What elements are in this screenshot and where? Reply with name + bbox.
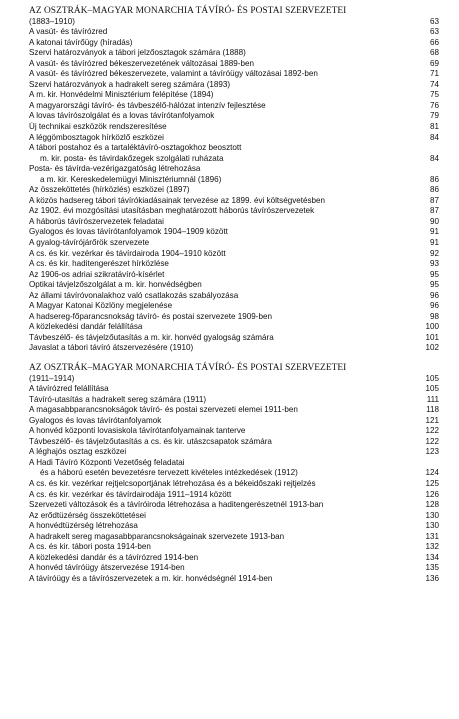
toc-entry-title: A magyarországi távíró- és távbeszélő-hálózat intenzív fejlesztése	[29, 100, 266, 110]
toc-entry	[29, 343, 439, 354]
toc-entry	[29, 511, 439, 522]
toc-entry-title: és a háború esetén bevezetésre tervezett kivételes intézkedések (1912)	[40, 468, 298, 478]
toc-entry	[29, 196, 439, 207]
toc-entry-title: Az 1902. évi mozgósítási utasításban meghatározott háborús távírószervezetek	[29, 206, 315, 216]
toc-entry-page-number: 91	[429, 237, 439, 247]
toc-entry-page-number: 90	[429, 216, 439, 226]
toc-entry-page-number: 105	[425, 384, 439, 394]
toc-entry	[29, 333, 439, 344]
toc-entry-title: A m. kir. Honvédelmi Minisztérium felépítése (1894)	[29, 90, 214, 100]
toc-entry-title: A távíróügy és a távírószervezetek a m. kir. honvédségnél 1914-ben	[29, 573, 273, 583]
toc-entry	[29, 69, 439, 80]
toc-entry	[29, 312, 439, 323]
toc-entry-page-number: 87	[429, 206, 439, 216]
toc-entry-page-number: 131	[425, 531, 439, 541]
toc-entry-title: A katonai távírőügy (híradás)	[29, 37, 133, 47]
toc-entry-page-number: 76	[429, 100, 439, 110]
toc-entry-page-number: 91	[429, 227, 439, 237]
toc-entry-page-number: 102	[425, 343, 439, 353]
toc-entry	[29, 111, 439, 122]
toc-entry	[29, 490, 439, 501]
toc-entry-title: (1883–1910)	[29, 16, 75, 26]
toc-entry	[29, 154, 439, 165]
toc-entry-title: A Magyar Katonai Közlöny megjelenése	[29, 301, 173, 311]
toc-entry	[29, 206, 439, 217]
toc-entry-page-number: 66	[429, 37, 439, 47]
toc-entry-page-number: 68	[429, 48, 439, 58]
toc-entry-page-number: 124	[425, 468, 439, 478]
toc-entry-page-number: 93	[429, 259, 439, 269]
toc-entry-page-number: 96	[429, 301, 439, 311]
toc-entry	[29, 458, 439, 469]
toc-entry-title: Az összeköttetés (hírközlés) eszközei (1897)	[29, 185, 190, 195]
toc-entry-title: Szervezeti változások és a távíróiroda létrehozása a haditengerészetnél 1913-ban	[29, 500, 324, 510]
toc-entry-page-number: 128	[425, 500, 439, 510]
toc-entry-title: A cs. és kir. vezérkar rejtjelcsoportjának létrehozása és a békeidőszaki rejtjelzés	[29, 478, 316, 488]
toc-entry	[29, 563, 439, 574]
toc-entry-title: Új technikai eszközök rendszeresítése	[29, 121, 167, 131]
toc-entry	[29, 90, 439, 101]
toc-entry-page-number: 134	[425, 552, 439, 562]
toc-entry	[29, 175, 439, 186]
toc-entry-page-number: 111	[426, 394, 439, 404]
toc-entry-title: A honvédtüzérség létrehozása	[29, 521, 138, 531]
toc-entry-page-number: 100	[425, 322, 439, 332]
toc-entry-title: A cs. és kir. tábori posta 1914-ben	[29, 542, 151, 552]
toc-entry	[29, 374, 439, 385]
toc-entry-title: Posta- és távírda-vezérigazgatóság létrehozása	[29, 164, 201, 174]
toc-entry-title: A cs. és kir. haditengerészet hírközlése	[29, 259, 169, 269]
toc-entry	[29, 27, 439, 38]
toc-entry-title: Optikai távjelzőszolgálat a m. kir. honvédségben	[29, 280, 202, 290]
toc-entry-page-number: 122	[425, 436, 439, 446]
toc-entry	[29, 437, 439, 448]
toc-entry-title: A hadsereg-főparancsnokság távíró- és postai szervezete 1909-ben	[29, 311, 272, 321]
toc-entry	[29, 164, 439, 175]
toc-entry	[29, 395, 439, 406]
toc-entry-page-number: 130	[425, 510, 439, 520]
toc-entry-title: a m. kir. Kereskedelemügyi Minisztériumnál (1896)	[40, 174, 222, 184]
toc-entry	[29, 542, 439, 553]
toc-entry-title: Szervi határozványok a tábori jelzőosztagok számára (1888)	[29, 48, 246, 58]
toc-entry-page-number: 101	[425, 332, 439, 342]
toc-entry-title: A gyalog-távírójárőrök szervezete	[29, 237, 150, 247]
toc-entry-title: A lovas távírószolgálat és a lovas távírótanfolyamok	[29, 111, 215, 121]
toc-entry-title: A Hadi Távíró Központi Vezetőség feladatai	[29, 457, 185, 467]
toc-entry	[29, 532, 439, 543]
toc-entry-page-number: 84	[429, 132, 439, 142]
section-title: AZ OSZTRÁK–MAGYAR MONARCHIA TÁVÍRÓ- ÉS POSTAI SZERVEZETEI	[29, 6, 347, 16]
toc-entry	[29, 270, 439, 281]
toc-entry-page-number: 74	[429, 79, 439, 89]
table-of-contents	[29, 6, 439, 584]
toc-entry-title: A vasút- és távírózred békeszervezetének változásai 1889-ben	[29, 58, 254, 68]
toc-entry-page-number: 135	[425, 563, 439, 573]
toc-entry	[29, 479, 439, 490]
toc-entry-page-number: 69	[429, 58, 439, 68]
toc-entry	[29, 238, 439, 249]
toc-entry	[29, 143, 439, 154]
toc-entry	[29, 185, 439, 196]
toc-entry-title: A léggömbosztagok hírközlő eszközei	[29, 132, 164, 142]
toc-entry-title: Az állami távíróvonalakhoz való csatlakozás szabályozása	[29, 290, 239, 300]
toc-entry-page-number: 84	[429, 153, 439, 163]
toc-entry-title: Gyalogos és lovas távírótanfolyamok	[29, 415, 162, 425]
toc-entry	[29, 521, 439, 532]
toc-section	[29, 6, 439, 354]
toc-entry-title: Távbeszélő- és távjelzőutasítás a cs. és kir. utászcsapatok számára	[29, 436, 272, 446]
toc-entry	[29, 259, 439, 270]
toc-entry-title: A tábori postahoz és a tartaléktávíró-osztagokhoz beosztott	[29, 143, 242, 153]
toc-entry-page-number: 87	[429, 195, 439, 205]
toc-entry	[29, 133, 439, 144]
toc-entry-page-number: 86	[429, 185, 439, 195]
toc-entry-page-number: 63	[429, 27, 439, 37]
toc-entry-title: A távírózred felállítása	[29, 384, 109, 394]
toc-entry-title: A közlekedési dandár felállítása	[29, 322, 143, 332]
toc-entry-page-number: 96	[429, 290, 439, 300]
toc-entry	[29, 291, 439, 302]
toc-entry-title: A honvéd központi lovasiskola távírótanfolyamainak tanterve	[29, 426, 246, 436]
toc-section	[29, 363, 439, 584]
toc-entry-title: A közös hadsereg tábori távírókiadásainak tervezése az 1899. évi költségvetésben	[29, 195, 326, 205]
toc-entry-page-number: 121	[425, 415, 439, 425]
toc-entry	[29, 468, 439, 479]
toc-entry-page-number: 130	[425, 521, 439, 531]
toc-entry-page-number: 95	[429, 269, 439, 279]
toc-entry-title: Javaslat a tábori távíró átszervezésére (1910)	[29, 343, 194, 353]
toc-entry	[29, 227, 439, 238]
toc-entry-title: A hadrakelt sereg magasabbparancsnokságainak szervezete 1913-ban	[29, 531, 285, 541]
toc-entry-title: Az 1906-os adriai szikratávíró-kísérlet	[29, 269, 165, 279]
toc-entry-page-number: 118	[426, 405, 439, 415]
toc-entry-page-number: 95	[429, 280, 439, 290]
toc-entry-page-number: 105	[425, 373, 439, 383]
toc-entry-page-number: 136	[425, 573, 439, 583]
toc-entry	[29, 553, 439, 564]
toc-entry-title: Szervi határozványok a hadrakelt sereg számára (1893)	[29, 79, 231, 89]
toc-entry	[29, 249, 439, 260]
toc-entry	[29, 426, 439, 437]
toc-entry-page-number: 126	[425, 489, 439, 499]
toc-entry-title: A vasút- és távírózred	[29, 27, 108, 37]
toc-entry-page-number: 125	[425, 478, 439, 488]
toc-entry	[29, 416, 439, 427]
toc-entry-title: A vasút- és távírózred békeszervezete, valamint a távíróügy változásai 1892-ben	[29, 69, 318, 79]
toc-entry	[29, 384, 439, 395]
toc-entry-page-number: 75	[429, 90, 439, 100]
toc-entry-title: A cs. és kir. vezérkar és távírdairodája 1911–1914 között	[29, 489, 232, 499]
toc-entry-page-number: 86	[429, 174, 439, 184]
toc-entry	[29, 301, 439, 312]
toc-entry	[29, 322, 439, 333]
toc-entry-title: m. kir. posta- és távirdakőzegek szolgálati ruházata	[40, 153, 224, 163]
toc-entry	[29, 59, 439, 70]
toc-entry	[29, 48, 439, 59]
toc-entry	[29, 101, 439, 112]
toc-entry	[29, 122, 439, 133]
toc-entry-title: A magasabbparancsnokságok távíró- és postai szervezeti elemei 1911-ben	[29, 405, 298, 415]
toc-entry-page-number: 79	[429, 111, 439, 121]
toc-entry	[29, 80, 439, 91]
toc-entry-title: (1911–1914)	[29, 373, 75, 383]
toc-entry	[29, 38, 439, 49]
toc-entry-page-number: 71	[429, 69, 439, 79]
toc-entry-title: Távíró-utasítás a hadrakelt sereg számára (1911)	[29, 394, 207, 404]
toc-entry-title: A háborús távírószervezetek feladatai	[29, 216, 164, 226]
toc-entry-page-number: 132	[425, 542, 439, 552]
toc-entry	[29, 217, 439, 228]
toc-entry-title: A honvéd távíróügy átszervezése 1914-ben	[29, 563, 185, 573]
toc-entry-title: A léghajós osztag eszközei	[29, 447, 127, 457]
toc-entry	[29, 405, 439, 416]
section-title: AZ OSZTRÁK–MAGYAR MONARCHIA TÁVÍRÓ- ÉS POSTAI SZERVEZETEI	[29, 363, 347, 373]
toc-entry	[29, 500, 439, 511]
toc-entry-title: Az erődtüzérség összeköttetései	[29, 510, 146, 520]
toc-entry	[29, 574, 439, 585]
toc-entry-page-number: 92	[429, 248, 439, 258]
toc-entry-title: Gyalogos és lovas távírótanfolyamok 1904–1909 között	[29, 227, 228, 237]
toc-entry-page-number: 123	[425, 447, 439, 457]
toc-entry-page-number: 98	[429, 311, 439, 321]
toc-entry-title: A közlekedési dandár és a távírózred 1914-ben	[29, 552, 199, 562]
toc-entry-page-number: 81	[429, 121, 439, 131]
toc-entry-title: Távbeszélő- és távjelzőutasítás a m. kir. honvéd gyalogság számára	[29, 332, 274, 342]
toc-entry	[29, 447, 439, 458]
toc-entry	[29, 280, 439, 291]
toc-entry-page-number: 122	[425, 426, 439, 436]
toc-entry-title: A cs. és kir. vezérkar és távírdairoda 1904–1910 között	[29, 248, 226, 258]
toc-entry-page-number: 63	[429, 16, 439, 26]
toc-entry	[29, 17, 439, 28]
